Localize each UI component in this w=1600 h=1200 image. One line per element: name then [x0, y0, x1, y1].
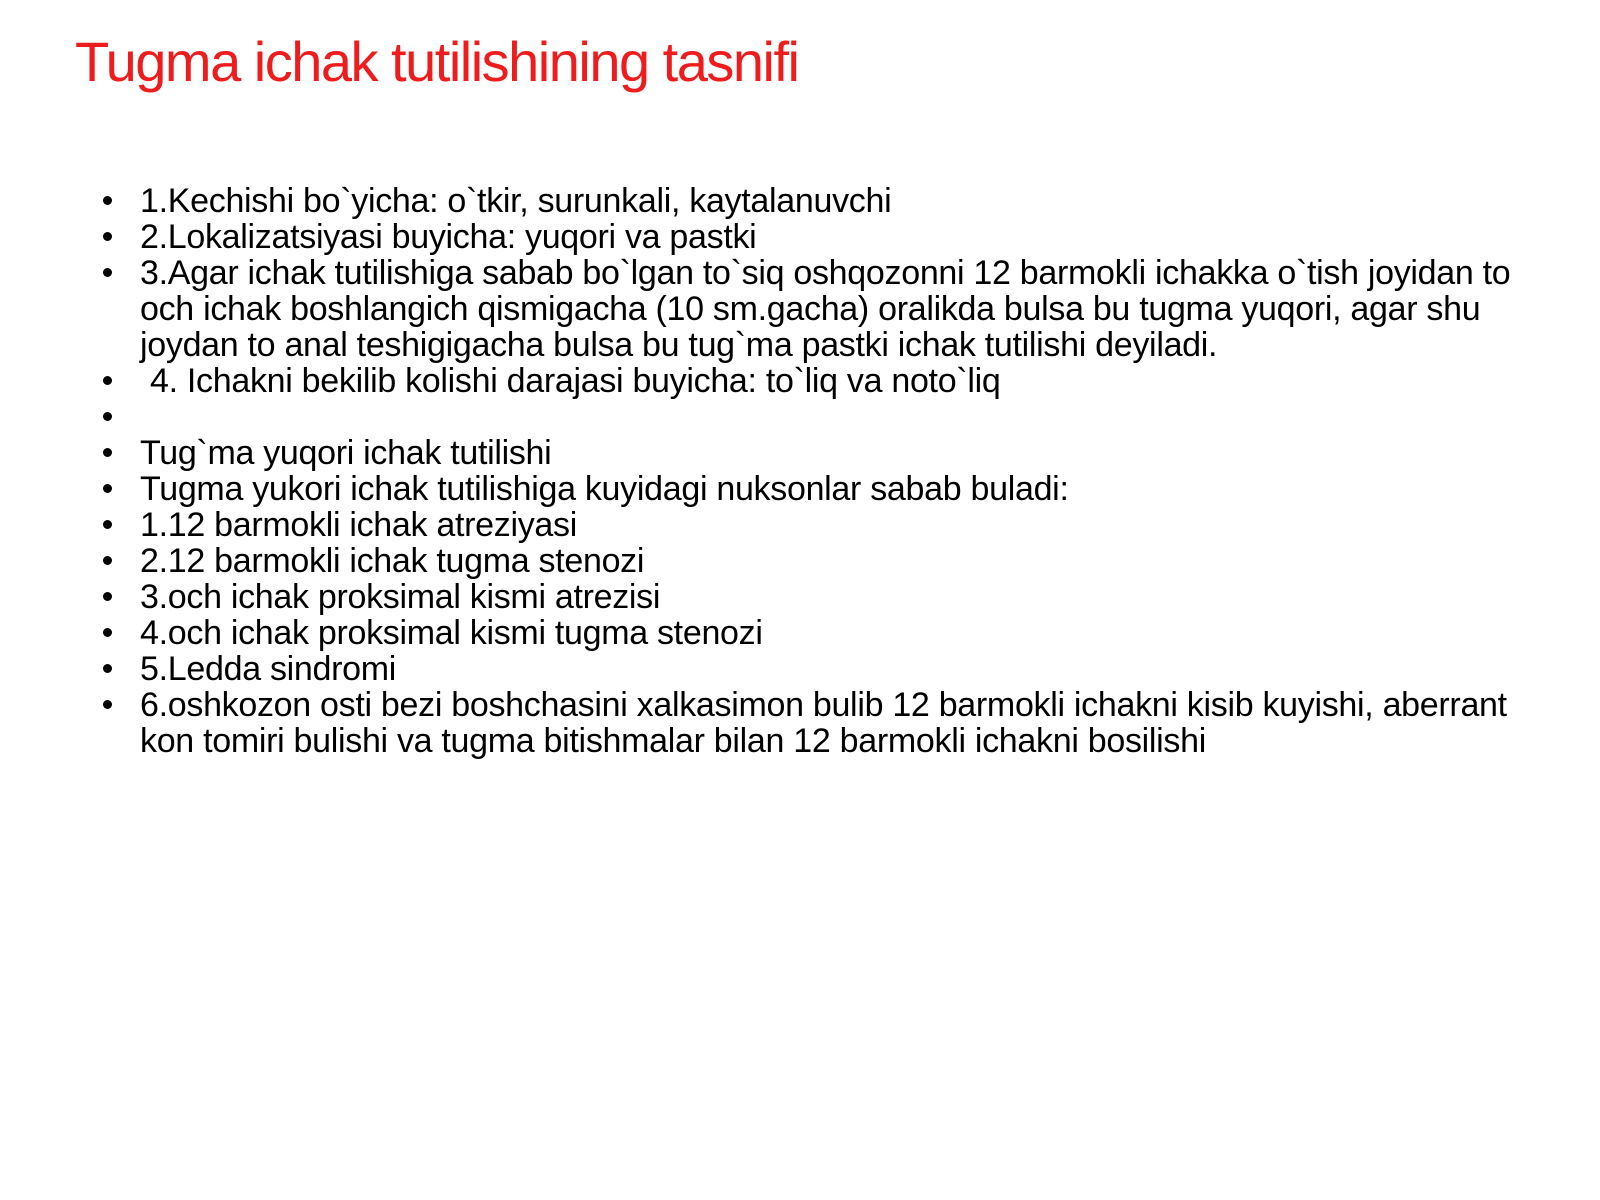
- list-item-text: 3.och ichak proksimal kismi atrezisi: [140, 578, 661, 616]
- list-item-text: Tug`ma yuqori ichak tutilishi: [140, 434, 552, 472]
- bullet-icon: [103, 664, 112, 673]
- bullet-icon: [103, 232, 112, 241]
- bullet-icon: [103, 376, 112, 385]
- list-item: [100, 255, 1520, 363]
- list-item: [100, 651, 1520, 687]
- list-item: [100, 435, 1520, 471]
- bullet-icon: [103, 196, 112, 205]
- list-item-text: 1.Kechishi bo`yicha: o`tkir, surunkali, kaytalanuvchi: [140, 182, 892, 220]
- list-item-text: 3.Agar ichak tutilishiga sabab bo`lgan to`siq oshqozonni 12 barmokli ichakka o`tish joyidan to och ichak boshlangich qismigacha (10 sm.gacha) oralikda bulsa bu tugma yuqori, agar shu joydan to anal teshigigacha bulsa bu tug`ma pastki ichak tutilishi deyiladi.: [140, 254, 1511, 364]
- bullet-icon: [103, 592, 112, 601]
- bullet-icon: [103, 448, 112, 457]
- list-item-text: Tugma yukori ichak tutilishiga kuyidagi nuksonlar sabab buladi:: [140, 470, 1069, 508]
- bullet-icon: [103, 268, 112, 277]
- list-item-text: 4.och ichak proksimal kismi tugma stenozi: [140, 614, 763, 652]
- list-item: [100, 615, 1520, 651]
- bullet-list: [100, 183, 1520, 759]
- list-item: [100, 471, 1520, 507]
- list-item-text: 1.12 barmokli ichak atreziyasi: [140, 506, 577, 544]
- list-item: [100, 183, 1520, 219]
- list-item-text: 2.Lokalizatsiyasi buyicha: yuqori va pastki: [140, 218, 757, 256]
- list-item: [100, 399, 1520, 435]
- list-item: [100, 219, 1520, 255]
- bullet-icon: [103, 412, 112, 421]
- bullet-icon: [103, 484, 112, 493]
- list-item: [100, 507, 1520, 543]
- bullet-icon: [103, 700, 112, 709]
- list-item: [100, 579, 1520, 615]
- bullet-icon: [103, 520, 112, 529]
- slide-title: Tugma ichak tutilishining tasnifi: [75, 30, 799, 93]
- list-item-text: 2.12 barmokli ichak tugma stenozi: [140, 542, 645, 580]
- bullet-icon: [103, 556, 112, 565]
- list-item: [100, 363, 1520, 399]
- list-item: [100, 543, 1520, 579]
- list-item-text: 5.Ledda sindromi: [140, 650, 397, 688]
- list-item-text: 4. Ichakni bekilib kolishi darajasi buyicha: to`liq va noto`liq: [150, 362, 1001, 400]
- bullet-icon: [103, 628, 112, 637]
- list-item-text: 6.oshkozon osti bezi boshchasini xalkasimon bulib 12 barmokli ichakni kisib kuyishi, aberrant kon tomiri bulishi va tugma bitishmalar bilan 12 barmokli ichakni bosilishi: [140, 686, 1507, 760]
- list-item: [100, 687, 1520, 759]
